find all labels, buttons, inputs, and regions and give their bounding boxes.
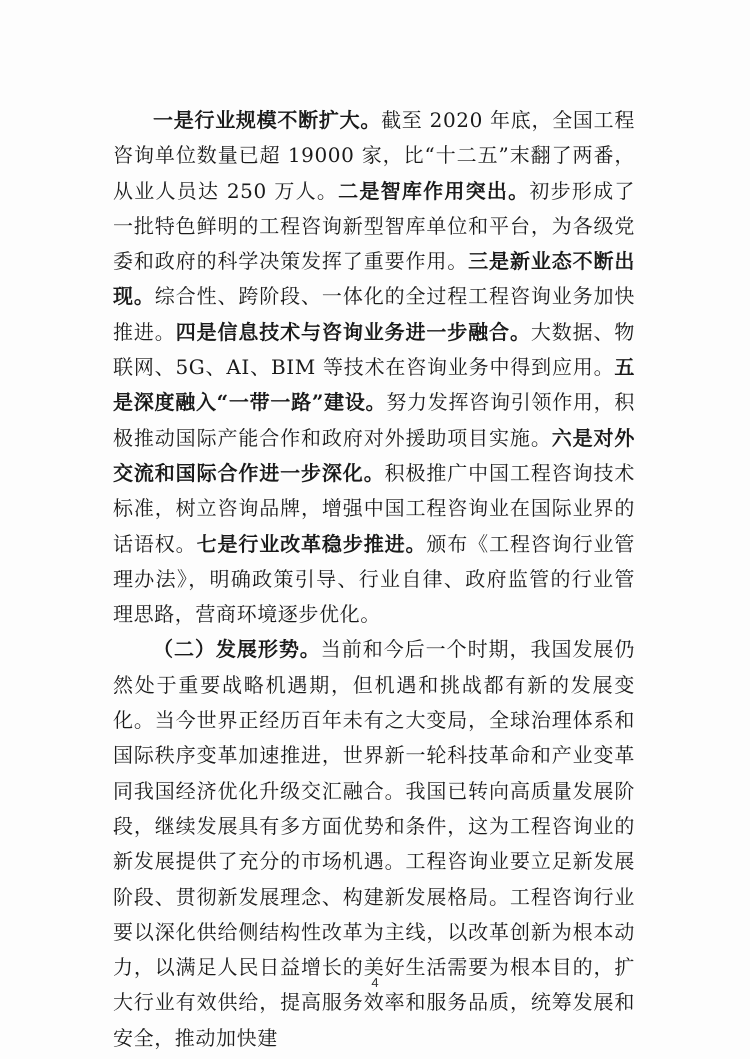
point-7-text: 颁布《工程咨询行业管理办法》，明确政策引导、行业自律、政府监管的行业管理思路，营商环境逐步优化。 <box>113 531 636 627</box>
paragraph-development-situation <box>113 632 635 1056</box>
point-5-heading: 五是深度融入“一带一路”建设。 <box>113 355 635 415</box>
point-3-heading: 三是新业态不断出现。 <box>113 249 635 309</box>
point-3-text: 综合性、跨阶段、一体化的全过程工程咨询业务加快推进。 <box>113 284 635 344</box>
point-1-text: 截至 2020 年底，全国工程咨询单位数量已超 19000 家，比“十二五”末翻了两番，从业人员达 250 万人。 <box>113 108 635 203</box>
point-4-heading: 四是信息技术与咨询业务进一步融合。 <box>175 319 531 344</box>
point-2-text: 初步形成了一批特色鲜明的工程咨询新型智库单位和平台，为各级党委和政府的科学决策发挥了重要作用。 <box>113 178 635 274</box>
point-1-heading: 一是行业规模不断扩大。 <box>153 108 382 132</box>
point-6-heading: 六是对外交流和国际合作进一步深化。 <box>113 425 635 485</box>
body-text <box>113 103 635 1056</box>
page-number: 4 <box>371 975 379 990</box>
point-6-text: 积极推广中国工程咨询技术标准，树立咨询品牌，增强中国工程咨询业在国际业界的话语权。 <box>113 460 635 556</box>
point-5-text: 努力发挥咨询引领作用，积极推动国际产能合作和政府对外援助项目实施。 <box>113 390 635 450</box>
section-heading: （二）发展形势。 <box>153 637 321 662</box>
point-2-heading: 二是智库作用突出。 <box>338 178 530 203</box>
paragraph-achievements <box>113 103 635 632</box>
point-7-heading: 七是行业改革稳步推进。 <box>196 531 427 556</box>
section-text: 当前和今后一个时期，我国发展仍然处于重要战略机遇期，但机遇和挑战都有新的发展变化。当今世界正经历百年未有之大变局，全球治理体系和国际秩序变革加速推进，世界新一轮科技革命和产业变革同我国经济优化升级交汇融合。我国已转向高质量发展阶段，继续发展具有多方面优势和条件，这为工程咨询业的新发展提供了充分的市场机遇。工程咨询业要立足新发展阶段、贯彻新发展理念、构建新发展格局。工程咨询行业要以深化供给侧结构性改革为主线，以改革创新为根本动力，以满足人民日益增长的美好生活需要为根本目的，扩大行业有效供给，提高服务效率和服务品质，统筹发展和安全，推动加快建 <box>113 637 635 1050</box>
point-4-text: 大数据、物联网、5G、AI、BIM 等技术在咨询业务中得到应用。 <box>113 319 636 380</box>
